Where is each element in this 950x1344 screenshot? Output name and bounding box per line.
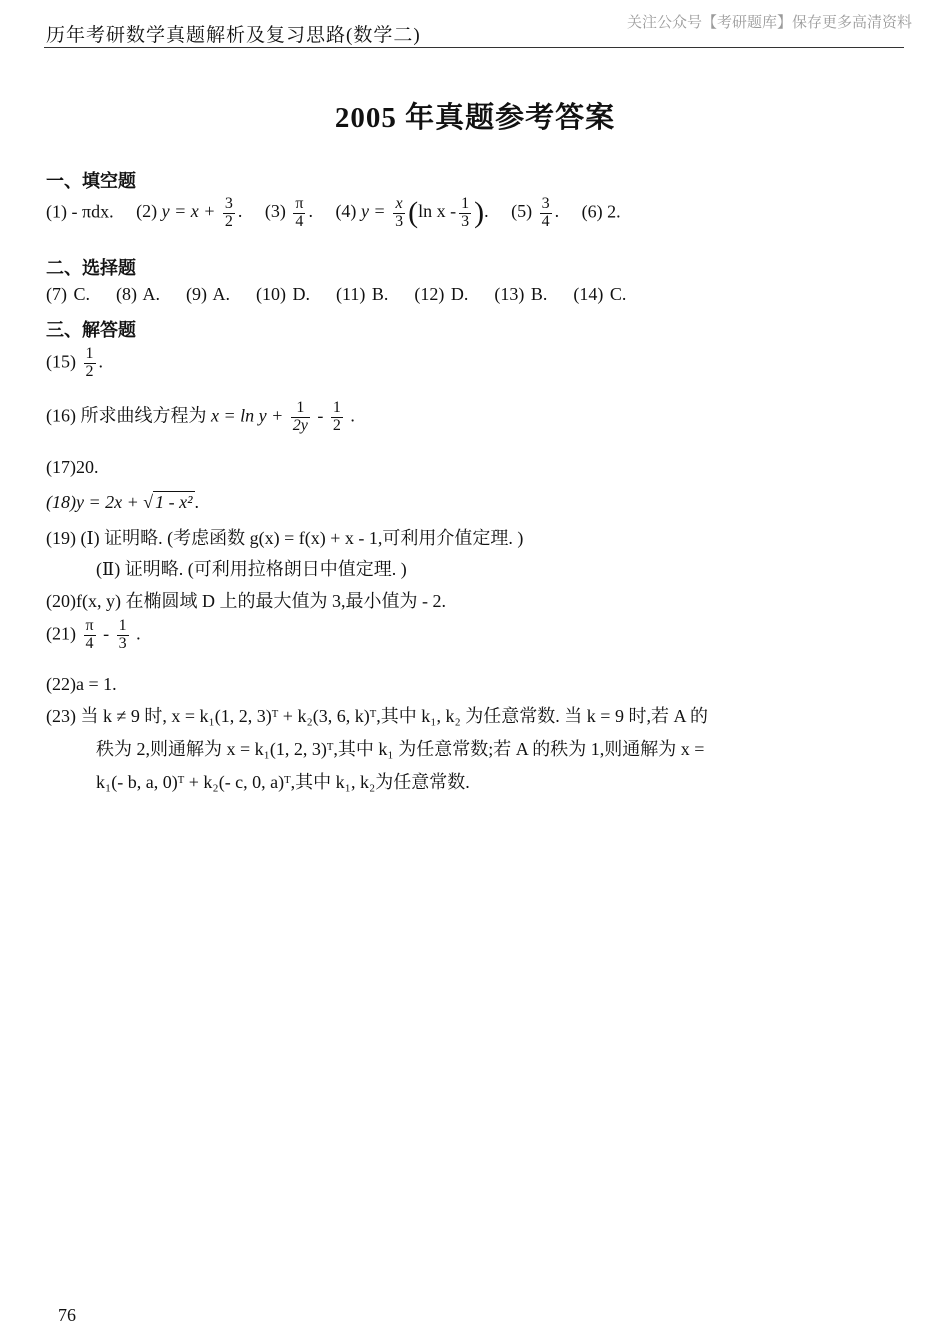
answer-q15 [46,346,103,381]
q16-denominator-a: 2y [292,416,308,434]
q4-left-paren: ( [408,196,419,230]
q15-end: . [98,351,103,372]
q5-end: . [554,201,560,222]
q4-label: (4) [335,201,357,222]
q18-root-sign: √ [143,492,154,512]
q5-fraction [540,196,552,231]
q3-denominator: 4 [295,212,304,230]
q21-fraction-b [117,618,129,653]
q15-fraction [84,346,96,381]
q16-numerator-b: 1 [332,399,341,416]
answer-q2 [136,195,247,230]
q5-label: (5) [511,201,533,222]
q21-denominator-b: 3 [118,634,127,652]
answer-q12: (12) D. [414,284,469,304]
answer-q16 [46,400,355,435]
answer-q23-line2: 秩为 2,则通解为 x = k₁(1, 2, 3)ᵀ,其中 k₁ 为任意常数;若 A 的秩为 1,则通解为 x = [96,739,705,759]
answer-q4 [335,195,493,230]
q16-equation: x = ln y + [211,405,284,426]
q2-end: . [237,201,243,222]
answer-q7: (7) C. [46,284,90,304]
answer-q22: (22)a = 1. [46,674,117,694]
q16-denominator-b: 2 [332,416,341,434]
q21-fraction-a [84,618,96,653]
q4-fraction-a [393,196,405,231]
q21-numerator-a: π [85,617,94,634]
answer-q23-line1: (23) 当 k ≠ 9 时, x = k₁(1, 2, 3)ᵀ + k₂(3, 6, k)ᵀ,其中 k₁, k₂ 为任意常数. 当 k = 9 时,若 A 的 [46,706,708,726]
answer-q3 [264,195,318,230]
q3-label: (3) [264,201,286,222]
answer-q19-part2: (Ⅱ) 证明略. (可利用拉格朗日中值定理. ) [96,559,407,579]
q15-label: (15) [46,351,76,372]
section-heading-fill: 一、填空题 [46,171,136,192]
answer-q9: (9) A. [186,284,230,304]
answer-q6: (6) 2. [581,201,621,222]
q2-label: (2) [136,201,158,222]
answer-q13: (13) B. [494,284,548,304]
q4-end: . [484,201,489,222]
q16-numerator-a: 1 [291,400,310,418]
q16-text: (16) 所求曲线方程为 [46,405,207,426]
answer-q10: (10) D. [256,284,310,304]
answer-q19-part1: (19) (Ⅰ) 证明略. (考虑函数 g(x) = f(x) + x - 1,可利用介值定理. ) [46,528,524,548]
answer-q23-line3: k₁(- b, a, 0)ᵀ + k₂(- c, 0, a)ᵀ,其中 k₁, k₂为任意常数. [96,772,470,792]
answer-q20: (20)f(x, y) 在椭圆域 D 上的最大值为 3,最小值为 - 2. [46,591,446,611]
q2-expression: y = x + [161,201,216,222]
q4-right-paren: ) [474,196,485,230]
header-divider [44,47,904,48]
q15-denominator: 2 [85,362,94,380]
choice-answers-line [46,284,626,305]
page-number: 76 [58,1305,76,1325]
q2-fraction [223,196,235,231]
answer-q17: (17)20. [46,457,99,477]
q16-fraction-b [331,400,343,435]
section-heading-choice: 二、选择题 [46,258,136,279]
q16-fraction-a [291,400,310,435]
answer-q11: (11) B. [336,284,389,304]
q4-numerator-a: x [393,196,405,214]
answer-q14: (14) C. [573,284,627,304]
q4-fraction-b [459,196,471,231]
q18-expression: (18)y = 2x + [46,492,139,512]
q18-end: . [194,492,200,512]
fill-answers-line [46,196,621,231]
q5-numerator: 3 [541,195,550,212]
q21-denominator-a: 4 [85,634,94,652]
section-heading-solve: 三、解答题 [46,320,136,341]
q21-end: . [136,623,141,644]
q4-expression: y = [360,201,386,222]
q3-end: . [308,201,313,222]
q4-log-term: ln x - [418,201,457,222]
running-header-title: 历年考研数学真题解析及复习思路(数学二) [46,25,421,46]
q2-denominator: 2 [224,212,233,230]
q21-label: (21) [46,623,76,644]
answer-q21 [46,618,141,653]
q2-numerator: 3 [224,195,233,212]
q18-radicand: 1 - x² [155,492,193,512]
q21-minus: - [103,623,110,644]
answer-q5 [511,195,564,230]
answer-q8: (8) A. [116,284,160,304]
q4-denominator-b: 3 [461,212,470,230]
q21-numerator-b: 1 [118,617,127,634]
q3-numerator: π [295,195,304,212]
page-title: 2005 年真题参考答案 [334,102,616,134]
q15-numerator: 1 [85,345,94,362]
q5-denominator: 4 [541,212,550,230]
q4-denominator-a: 3 [395,212,404,230]
watermark-text: 关注公众号【考研题库】保存更多高清资料 [626,15,912,31]
q4-numerator-b: 1 [461,195,470,212]
q16-end: . [350,405,355,426]
answer-q1: (1) - πdx. [46,201,114,222]
q16-minus: - [317,405,324,426]
q3-fraction [293,196,305,231]
answer-q18 [46,492,199,513]
